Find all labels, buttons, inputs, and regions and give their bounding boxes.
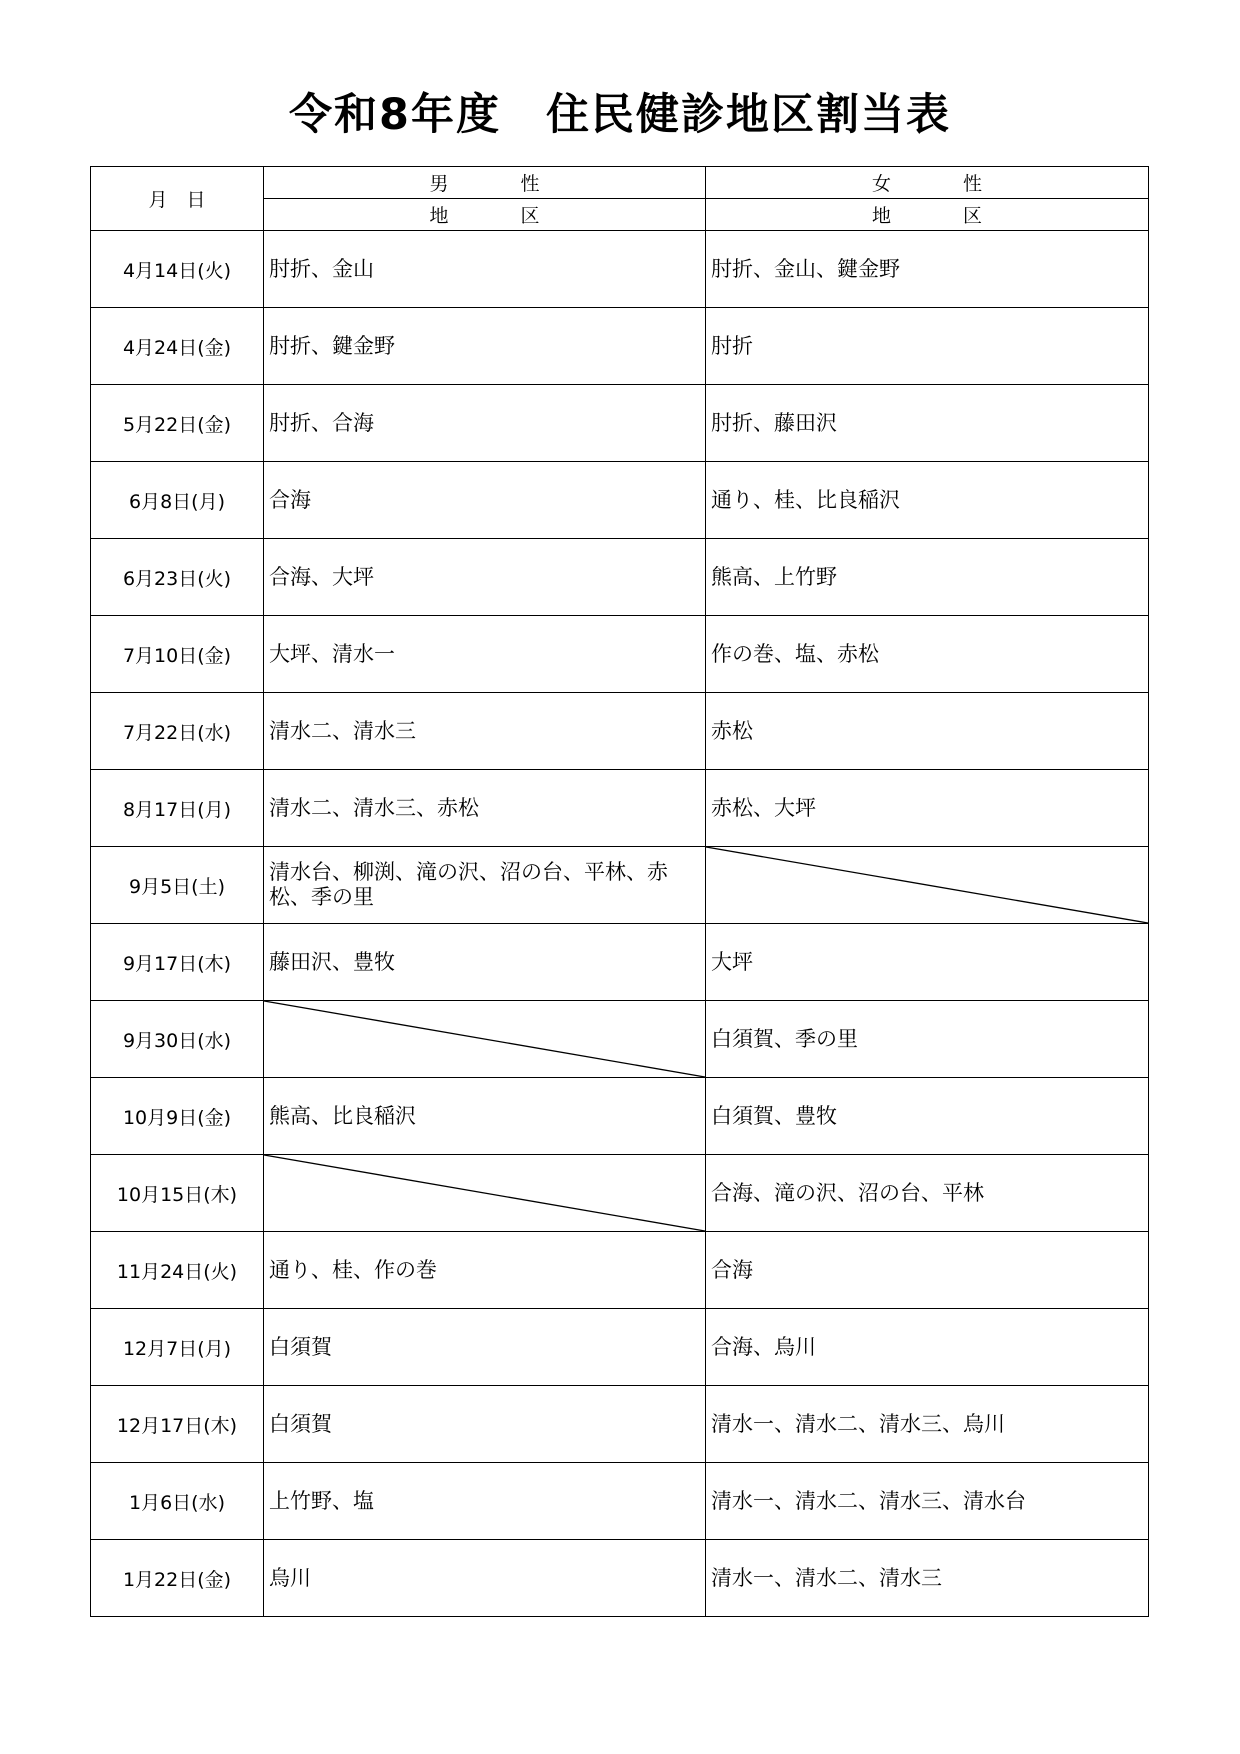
cell-female-areas: 作の巻、塩、赤松 xyxy=(706,616,1149,693)
cell-male-areas: 白須賀 xyxy=(264,1386,706,1463)
cell-male-areas: 通り、桂、作の巻 xyxy=(264,1232,706,1309)
cell-date: 7月22日(水) xyxy=(91,693,264,770)
cell-female-areas: 合海 xyxy=(706,1232,1149,1309)
header-female-area: 地 区 xyxy=(706,199,1149,231)
cell-male-areas: 白須賀 xyxy=(264,1309,706,1386)
table-row xyxy=(91,1463,1149,1540)
cell-male-areas: 烏川 xyxy=(264,1540,706,1617)
table-header xyxy=(91,167,1149,231)
cell-date: 10月9日(金) xyxy=(91,1078,264,1155)
table-row xyxy=(91,308,1149,385)
table-row xyxy=(91,847,1149,924)
cell-date: 8月17日(月) xyxy=(91,770,264,847)
cell-date: 1月6日(水) xyxy=(91,1463,264,1540)
cell-female-areas: 肘折、藤田沢 xyxy=(706,385,1149,462)
table-row xyxy=(91,462,1149,539)
cell-male-areas: 上竹野、塩 xyxy=(264,1463,706,1540)
cell-date: 12月17日(木) xyxy=(91,1386,264,1463)
diagonal-slash xyxy=(264,1155,705,1231)
diagonal-slash xyxy=(706,847,1148,923)
cell-female-areas: 合海、滝の沢、沼の台、平林 xyxy=(706,1155,1149,1232)
cell-male-areas: 肘折、金山 xyxy=(264,231,706,308)
cell-date: 5月22日(金) xyxy=(91,385,264,462)
diagonal-slash xyxy=(264,1001,705,1077)
cell-date: 9月17日(木) xyxy=(91,924,264,1001)
header-male: 男 性 xyxy=(264,167,706,199)
cell-female-areas: 通り、桂、比良稲沢 xyxy=(706,462,1149,539)
cell-female-areas: 肘折 xyxy=(706,308,1149,385)
cell-date: 1月22日(金) xyxy=(91,1540,264,1617)
cell-female-areas: 肘折、金山、鍵金野 xyxy=(706,231,1149,308)
allocation-table xyxy=(90,166,1149,1617)
table-row xyxy=(91,1078,1149,1155)
table-row xyxy=(91,1386,1149,1463)
cell-date: 10月15日(木) xyxy=(91,1155,264,1232)
cell-female-not-applicable xyxy=(706,847,1149,924)
cell-date: 9月30日(水) xyxy=(91,1001,264,1078)
cell-male-areas: 清水台、柳渕、滝の沢、沼の台、平林、赤松、季の里 xyxy=(264,847,706,924)
table-row xyxy=(91,1309,1149,1386)
cell-male-areas: 清水二、清水三 xyxy=(264,693,706,770)
table-row xyxy=(91,1001,1149,1078)
cell-male-areas: 肘折、鍵金野 xyxy=(264,308,706,385)
table-row xyxy=(91,385,1149,462)
cell-female-areas: 白須賀、豊牧 xyxy=(706,1078,1149,1155)
cell-date: 7月10日(金) xyxy=(91,616,264,693)
cell-date: 12月7日(月) xyxy=(91,1309,264,1386)
table-row xyxy=(91,231,1149,308)
header-female: 女 性 xyxy=(706,167,1149,199)
cell-male-not-applicable xyxy=(264,1001,706,1078)
cell-date: 6月23日(火) xyxy=(91,539,264,616)
table-body xyxy=(91,231,1149,1617)
cell-female-areas: 大坪 xyxy=(706,924,1149,1001)
table-row xyxy=(91,1232,1149,1309)
table-row xyxy=(91,539,1149,616)
cell-male-not-applicable xyxy=(264,1155,706,1232)
cell-female-areas: 清水一、清水二、清水三、清水台 xyxy=(706,1463,1149,1540)
cell-female-areas: 清水一、清水二、清水三、烏川 xyxy=(706,1386,1149,1463)
cell-male-areas: 合海 xyxy=(264,462,706,539)
cell-date: 4月24日(金) xyxy=(91,308,264,385)
cell-male-areas: 肘折、合海 xyxy=(264,385,706,462)
cell-date: 6月8日(月) xyxy=(91,462,264,539)
table-row xyxy=(91,1155,1149,1232)
cell-male-areas: 熊高、比良稲沢 xyxy=(264,1078,706,1155)
table-row xyxy=(91,616,1149,693)
cell-female-areas: 熊高、上竹野 xyxy=(706,539,1149,616)
table-row xyxy=(91,924,1149,1001)
cell-male-areas: 大坪、清水一 xyxy=(264,616,706,693)
cell-date: 9月5日(土) xyxy=(91,847,264,924)
header-date: 月 日 xyxy=(91,167,264,231)
table-row xyxy=(91,770,1149,847)
cell-female-areas: 赤松、大坪 xyxy=(706,770,1149,847)
table-row xyxy=(91,1540,1149,1617)
cell-male-areas: 藤田沢、豊牧 xyxy=(264,924,706,1001)
cell-female-areas: 合海、烏川 xyxy=(706,1309,1149,1386)
cell-female-areas: 白須賀、季の里 xyxy=(706,1001,1149,1078)
cell-male-areas: 清水二、清水三、赤松 xyxy=(264,770,706,847)
cell-date: 11月24日(火) xyxy=(91,1232,264,1309)
cell-male-areas: 合海、大坪 xyxy=(264,539,706,616)
cell-female-areas: 清水一、清水二、清水三 xyxy=(706,1540,1149,1617)
header-male-area: 地 区 xyxy=(264,199,706,231)
table-row xyxy=(91,693,1149,770)
page-title: 令和8年度 住民健診地区割当表 xyxy=(289,90,951,140)
cell-date: 4月14日(火) xyxy=(91,231,264,308)
cell-female-areas: 赤松 xyxy=(706,693,1149,770)
